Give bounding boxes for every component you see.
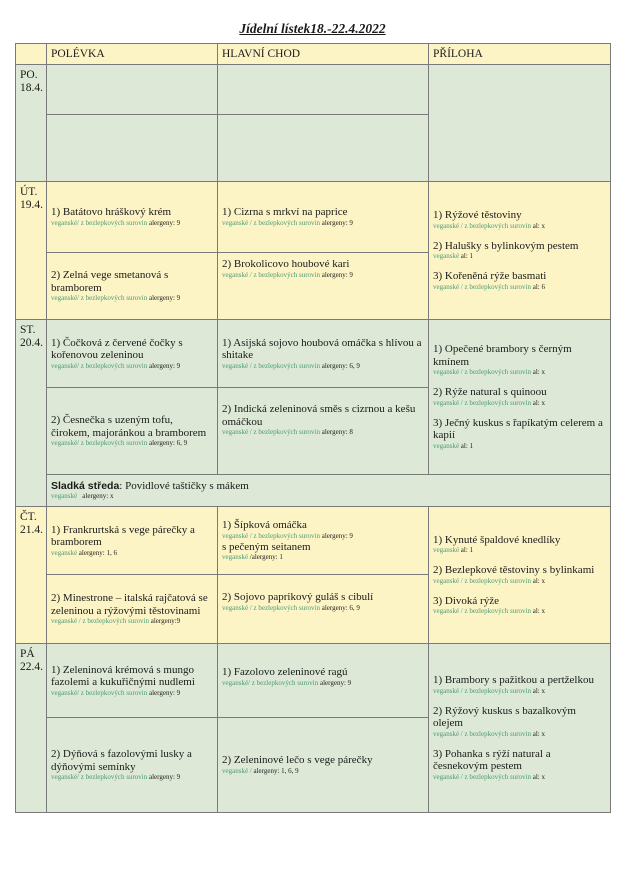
allergen-info: alergeny: 6, 9 — [148, 439, 188, 447]
allergen-info: alergeny: 1, 6, 9 — [253, 766, 299, 775]
diet-tag: veganské / z bezlepkových surovin — [222, 531, 320, 540]
dish-name: 1) Cizrna s mrkví na paprice — [222, 206, 348, 219]
dish-name: 2) Minestrone – italská rajčatová se zeleninou a rýžovými těstovinami — [51, 592, 208, 617]
header-main: HLAVNÍ CHOD — [218, 44, 429, 65]
mon-main-1 — [218, 65, 429, 115]
diet-tag: veganské / z bezlepkových surovin — [222, 603, 320, 612]
diet-tag: veganské / z bezlepkových surovin — [51, 617, 149, 625]
dish-name: 1) Šípková omáčka — [222, 519, 307, 531]
allergen-info: alergeny: 9 — [321, 218, 353, 227]
sweet-label: Sladká středa — [51, 479, 120, 492]
wed-soup-2 — [47, 388, 218, 475]
dish-name: 1) Brambory s pažitkou a pertželkou — [433, 674, 594, 687]
menu-table — [15, 43, 611, 813]
diet-tag: veganské/ z bezlepkových surovin — [51, 218, 148, 227]
thu-soup-2 — [47, 575, 218, 644]
dish-name: 2) Indická zeleninová směs s cizrnou a kešu omáčkou — [222, 403, 416, 428]
wed-sweet — [47, 475, 611, 507]
diet-tag: veganské — [433, 546, 460, 555]
dish-name: 2) Brokolicovo houbové kari — [222, 258, 350, 270]
dish-name: 3) Divoká rýže — [433, 594, 499, 607]
dish-name: 3) Pohanka s rýží natural a česnekovým pestem — [433, 747, 551, 773]
diet-tag: veganské — [433, 252, 460, 261]
dish-name: 1) Kynuté špaldové knedlíky — [433, 533, 561, 546]
dish-name: 1) Frankrurtská s vege párečky a bramborem — [51, 523, 195, 548]
diet-tag: veganské/ z bezlepkových surovin — [51, 439, 148, 447]
fri-soup-1 — [47, 644, 218, 718]
allergen-info: alergeny:9 — [150, 617, 181, 625]
dish-name: 2) Rýžový kuskus s bazalkovým olejem — [433, 704, 576, 730]
fri-main-2 — [218, 718, 429, 813]
day-label-thu: ČT. 21.4. — [16, 507, 47, 644]
allergen-info: alergeny: 9 — [148, 361, 181, 370]
diet-tag: veganské / z bezlepkových surovin — [433, 221, 531, 230]
wed-sides — [429, 320, 611, 475]
fri-main-1 — [218, 644, 429, 718]
day-label-fri: PÁ 22.4. — [16, 644, 47, 813]
allergen-info: alergeny: 9 — [148, 218, 181, 227]
allergen-info: al: x — [532, 686, 545, 695]
allergen-info: alergeny: x — [82, 492, 114, 501]
mon-main-2 — [218, 115, 429, 182]
header-soup: POLÉVKA — [47, 44, 218, 65]
dish-name: 1) Opečené brambory s černým kmínem — [433, 343, 572, 368]
dish-name: 3) Ječný kuskus s řapíkatým celerem a kapií — [433, 416, 603, 442]
dish-name: 2) Rýže natural s quinoou — [433, 386, 547, 399]
tue-soup-2 — [47, 253, 218, 320]
dish-name: 2) Česnečka s uzeným tofu, čirokem, majoránkou a bramborem — [51, 414, 207, 439]
dish-name: 1) Zeleninová krémová s mungo fazolemi a kukuřičnými nudlemi — [51, 663, 195, 688]
diet-tag: veganské — [222, 553, 249, 561]
diet-tag: veganské/ z bezlepkových surovin — [51, 773, 148, 781]
diet-tag: veganské / z bezlepkových surovin — [433, 772, 531, 781]
thu-soup-1 — [47, 507, 218, 575]
diet-tag: veganské / z bezlepkových surovin — [433, 729, 531, 738]
allergen-info: alergeny: 1, 6 — [78, 548, 117, 557]
allergen-info: al: 1 — [460, 441, 474, 450]
dish-name: 3) Kořeněná rýže basmati — [433, 270, 547, 283]
diet-tag: veganské / z bezlepkových surovin — [433, 686, 531, 695]
dish-name: 2) Bezlepkové těstoviny s bylinkami — [433, 564, 595, 577]
dish-name: 2) Sojovo paprikový guláš s cibulí — [222, 591, 374, 603]
allergen-info: al: x — [532, 729, 545, 738]
diet-tag: veganské — [433, 441, 460, 450]
dish-extra: s pečeným seitanem — [222, 540, 311, 553]
dish-name: 2) Halušky s bylinkovým pestem — [433, 239, 579, 252]
allergen-info: al: x — [532, 607, 545, 616]
dish-name: 1) Čočková z červené čočky s kořenovou zeleninou — [51, 336, 183, 361]
allergen-info: al: x — [532, 398, 545, 407]
allergen-info: al: x — [532, 368, 545, 377]
tue-main-1 — [218, 182, 429, 253]
diet-tag: veganské / z bezlepkových surovin — [222, 361, 320, 370]
dish-name: 1) Rýžové těstoviny — [433, 209, 522, 222]
allergen-info: al: x — [532, 221, 545, 230]
allergen-info: alergeny: 6, 9 — [321, 603, 360, 612]
diet-tag: veganské / z bezlepkových surovin — [222, 218, 320, 227]
mon-soup-2 — [47, 115, 218, 182]
page-title: Jídelní lístek18.-22.4.2022 — [239, 21, 386, 36]
diet-tag: veganské — [51, 548, 78, 557]
dish-name: 1) Fazolovo zeleninové ragú — [222, 666, 348, 678]
diet-tag: veganské — [51, 492, 78, 501]
allergen-info: /alergeny: 1 — [249, 553, 283, 561]
tue-sides — [429, 182, 611, 320]
allergen-info: al: 6 — [532, 282, 545, 291]
wed-main-1 — [218, 320, 429, 388]
allergen-info: al: x — [532, 576, 545, 585]
allergen-info: alergeny: 9 — [148, 773, 181, 781]
diet-tag: veganské/ z bezlepkových surovin — [51, 688, 148, 697]
diet-tag: veganské / z bezlepkových surovin — [433, 282, 531, 291]
mon-soup-1 — [47, 65, 218, 115]
day-label-tue: ÚT. 19.4. — [16, 182, 47, 320]
wed-soup-1 — [47, 320, 218, 388]
dish-name: 2) Zeleninové lečo s vege párečky — [222, 754, 373, 767]
allergen-info: al: 1 — [460, 252, 474, 261]
dish-name: 2) Dýňová s fazolovými lusky a dýňovými semínky — [51, 748, 192, 773]
day-label-wed: ST. 20.4. — [16, 320, 47, 507]
allergen-info: alergeny: 9 — [321, 270, 353, 279]
diet-tag: veganské/ z bezlepkových surovin — [222, 678, 319, 687]
diet-tag: veganské / z bezlepkových surovin — [222, 270, 320, 279]
diet-tag: veganské / z bezlepkových surovin — [433, 368, 531, 377]
wed-main-2 — [218, 388, 429, 475]
thu-main-1 — [218, 507, 429, 575]
allergen-info: alergeny: 6, 9 — [321, 361, 360, 370]
dish-name: : Povidlové taštičky s mákem — [119, 479, 249, 492]
diet-tag: veganské / — [222, 766, 252, 775]
diet-tag: veganské/ z bezlepkových surovin — [51, 361, 148, 370]
diet-tag: veganské / z bezlepkových surovin — [222, 428, 320, 436]
thu-main-2 — [218, 575, 429, 644]
allergen-info: alergeny: 8 — [321, 428, 353, 436]
day-label-mon: PO. 18.4. — [16, 65, 47, 182]
allergen-info: alergeny: 9 — [321, 531, 353, 540]
dish-name: 1) Asijská sojovo houbová omáčka s hlívou a shitake — [222, 336, 422, 361]
allergen-info: alergeny: 9 — [319, 678, 352, 687]
allergen-info: al: x — [532, 772, 545, 781]
thu-sides — [429, 507, 611, 644]
tue-soup-1 — [47, 182, 218, 253]
tue-main-2 — [218, 253, 429, 320]
fri-sides — [429, 644, 611, 813]
header-corner — [16, 44, 47, 65]
mon-side — [429, 65, 611, 182]
allergen-info: alergeny: 9 — [148, 294, 181, 302]
dish-name: 2) Zelná vege smetanová s bramborem — [51, 269, 169, 294]
diet-tag: veganské/ z bezlepkových surovin — [51, 294, 148, 302]
allergen-info: al: 1 — [460, 546, 474, 555]
diet-tag: veganské / z bezlepkových surovin — [433, 607, 531, 616]
dish-name: 1) Batátovo hráškový krém — [51, 206, 172, 219]
diet-tag: veganské / z bezlepkových surovin — [433, 398, 531, 407]
diet-tag: veganské / z bezlepkových surovin — [433, 576, 531, 585]
header-side: PŘÍLOHA — [429, 44, 611, 65]
allergen-info: alergeny: 9 — [148, 688, 181, 697]
fri-soup-2 — [47, 718, 218, 813]
